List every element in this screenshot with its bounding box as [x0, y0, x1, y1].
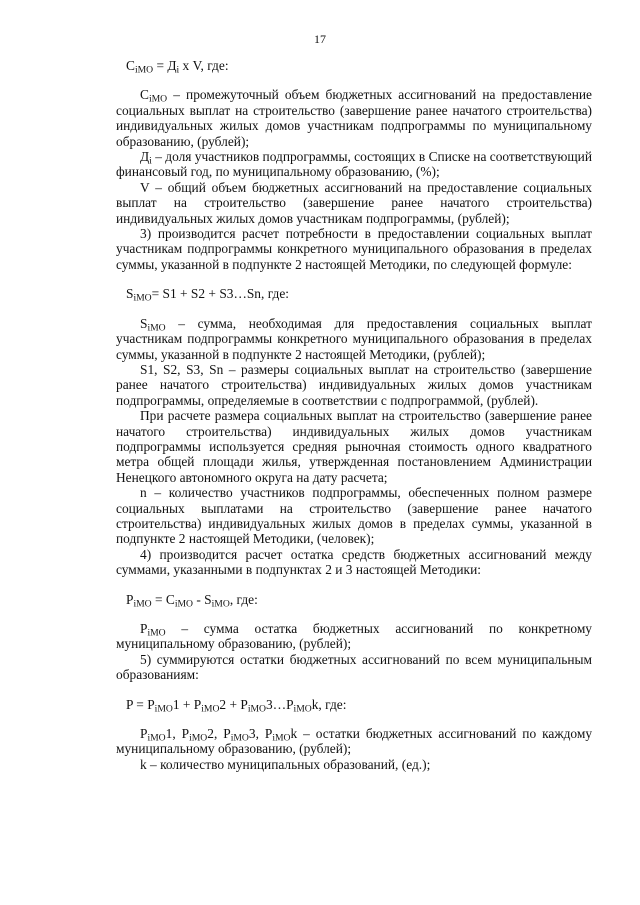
formula-p-imo: $P_{iМО} = С_{iМО} - S_{iМО}$, где:: [126, 591, 258, 609]
document-body: [116, 58, 592, 772]
page-number: 17: [314, 32, 326, 46]
formula-s-imo: $S_{iМО}= S1 + S2$ + S3…Sn, где:: [126, 286, 289, 304]
definition-c-imo: $С_{iМО}$ – промежуточный объем бюджетных ассигнований на предоставление социальных выплат на строительство (завершение ранее начатого строительства) индивидуальных жилых домов участникам подпрограммы по муниципальному образованию, (рублей);: [116, 87, 592, 149]
step-5-paragraph: 5) суммируются остатки бюджетных ассигнований по всем муниципальным образованиям:: [116, 651, 592, 683]
definition-s-imo: $S_{iМО}$ – сумма, необходимая для предоставления социальных выплат участникам подпрограммы конкретного муниципального образования в пределах суммы, указанной в подпункте 2 настоящей Методики, (рублей);: [116, 315, 592, 362]
paragraph-calculation-note: При расчете размера социальных выплат на строительство (завершение ранее начатого строительства) индивидуальных жилых домов участникам подпрограммы используется средняя рыночная стоимость одного квадратного метра общей площади жилья, утвержденная постановлением Администрации Ненецкого автономного округа на дату расчета;: [116, 408, 592, 485]
definition-s1-sn: S1, S2, S3, Sn – размеры социальных выплат на строительство (завершение ранее начатого строительства) индивидуальных жилых домов участникам подпрограммы, определяемые в соответствии с подпрограммой, (рублей).: [116, 361, 592, 408]
step-3-paragraph: 3) производится расчет потребности в предоставлении социальных выплат участникам подпрограммы конкретного муниципального образования в пределах суммы, указанной в подпункте 2 настоящей Методики, по следующей формуле:: [116, 226, 592, 272]
definition-d-i: $Д_i$ – доля участников подпрограммы, состоящих в Списке на соответствующий финансовый год, по муниципальному образованию, (%);: [116, 149, 592, 180]
formula-p-total: $P = P_{iМО}1 + P_{iМО}2$ + $P_{iМО}3\dots P_{iМО}k$, где:: [126, 696, 347, 715]
definition-p-imo: $P_{iМО}$ – сумма остатка бюджетных ассигнований по конкретному муниципальному образованию, (рублей);: [116, 621, 592, 652]
definition-v: V – общий объем бюджетных ассигнований на предоставление социальных выплат на строительство (завершение ранее начатого строительства) индивидуальных жилых домов участникам подпрограммы, (рублей);: [116, 179, 592, 226]
definition-k: k – количество муниципальных образований, (ед.);: [140, 756, 431, 772]
step-4-paragraph: 4) производится расчет остатка средств бюджетных ассигнований между суммами, указанными в подпунктах 2 и 3 настоящей Методики:: [116, 546, 592, 578]
definition-n: n – количество участников подпрограммы, обеспеченных полном размере социальных выплатами на строительство (завершение ранее начатого строительства) индивидуальных жилых домов в пределах суммы, указанной в подпункте 2 настоящей Методики, (человек);: [116, 485, 592, 547]
formula-c-imo: $С_{iМО} = Д_i$ х V, где:: [126, 58, 229, 76]
definition-p-imo-k: $P_{iМО}1$, $P_{iМО}2$, $P_{iМО}3$, $P_{iМО}k$ – остатки бюджетных ассигнований по каждому муниципальному образованию, (рублей);: [116, 726, 593, 757]
